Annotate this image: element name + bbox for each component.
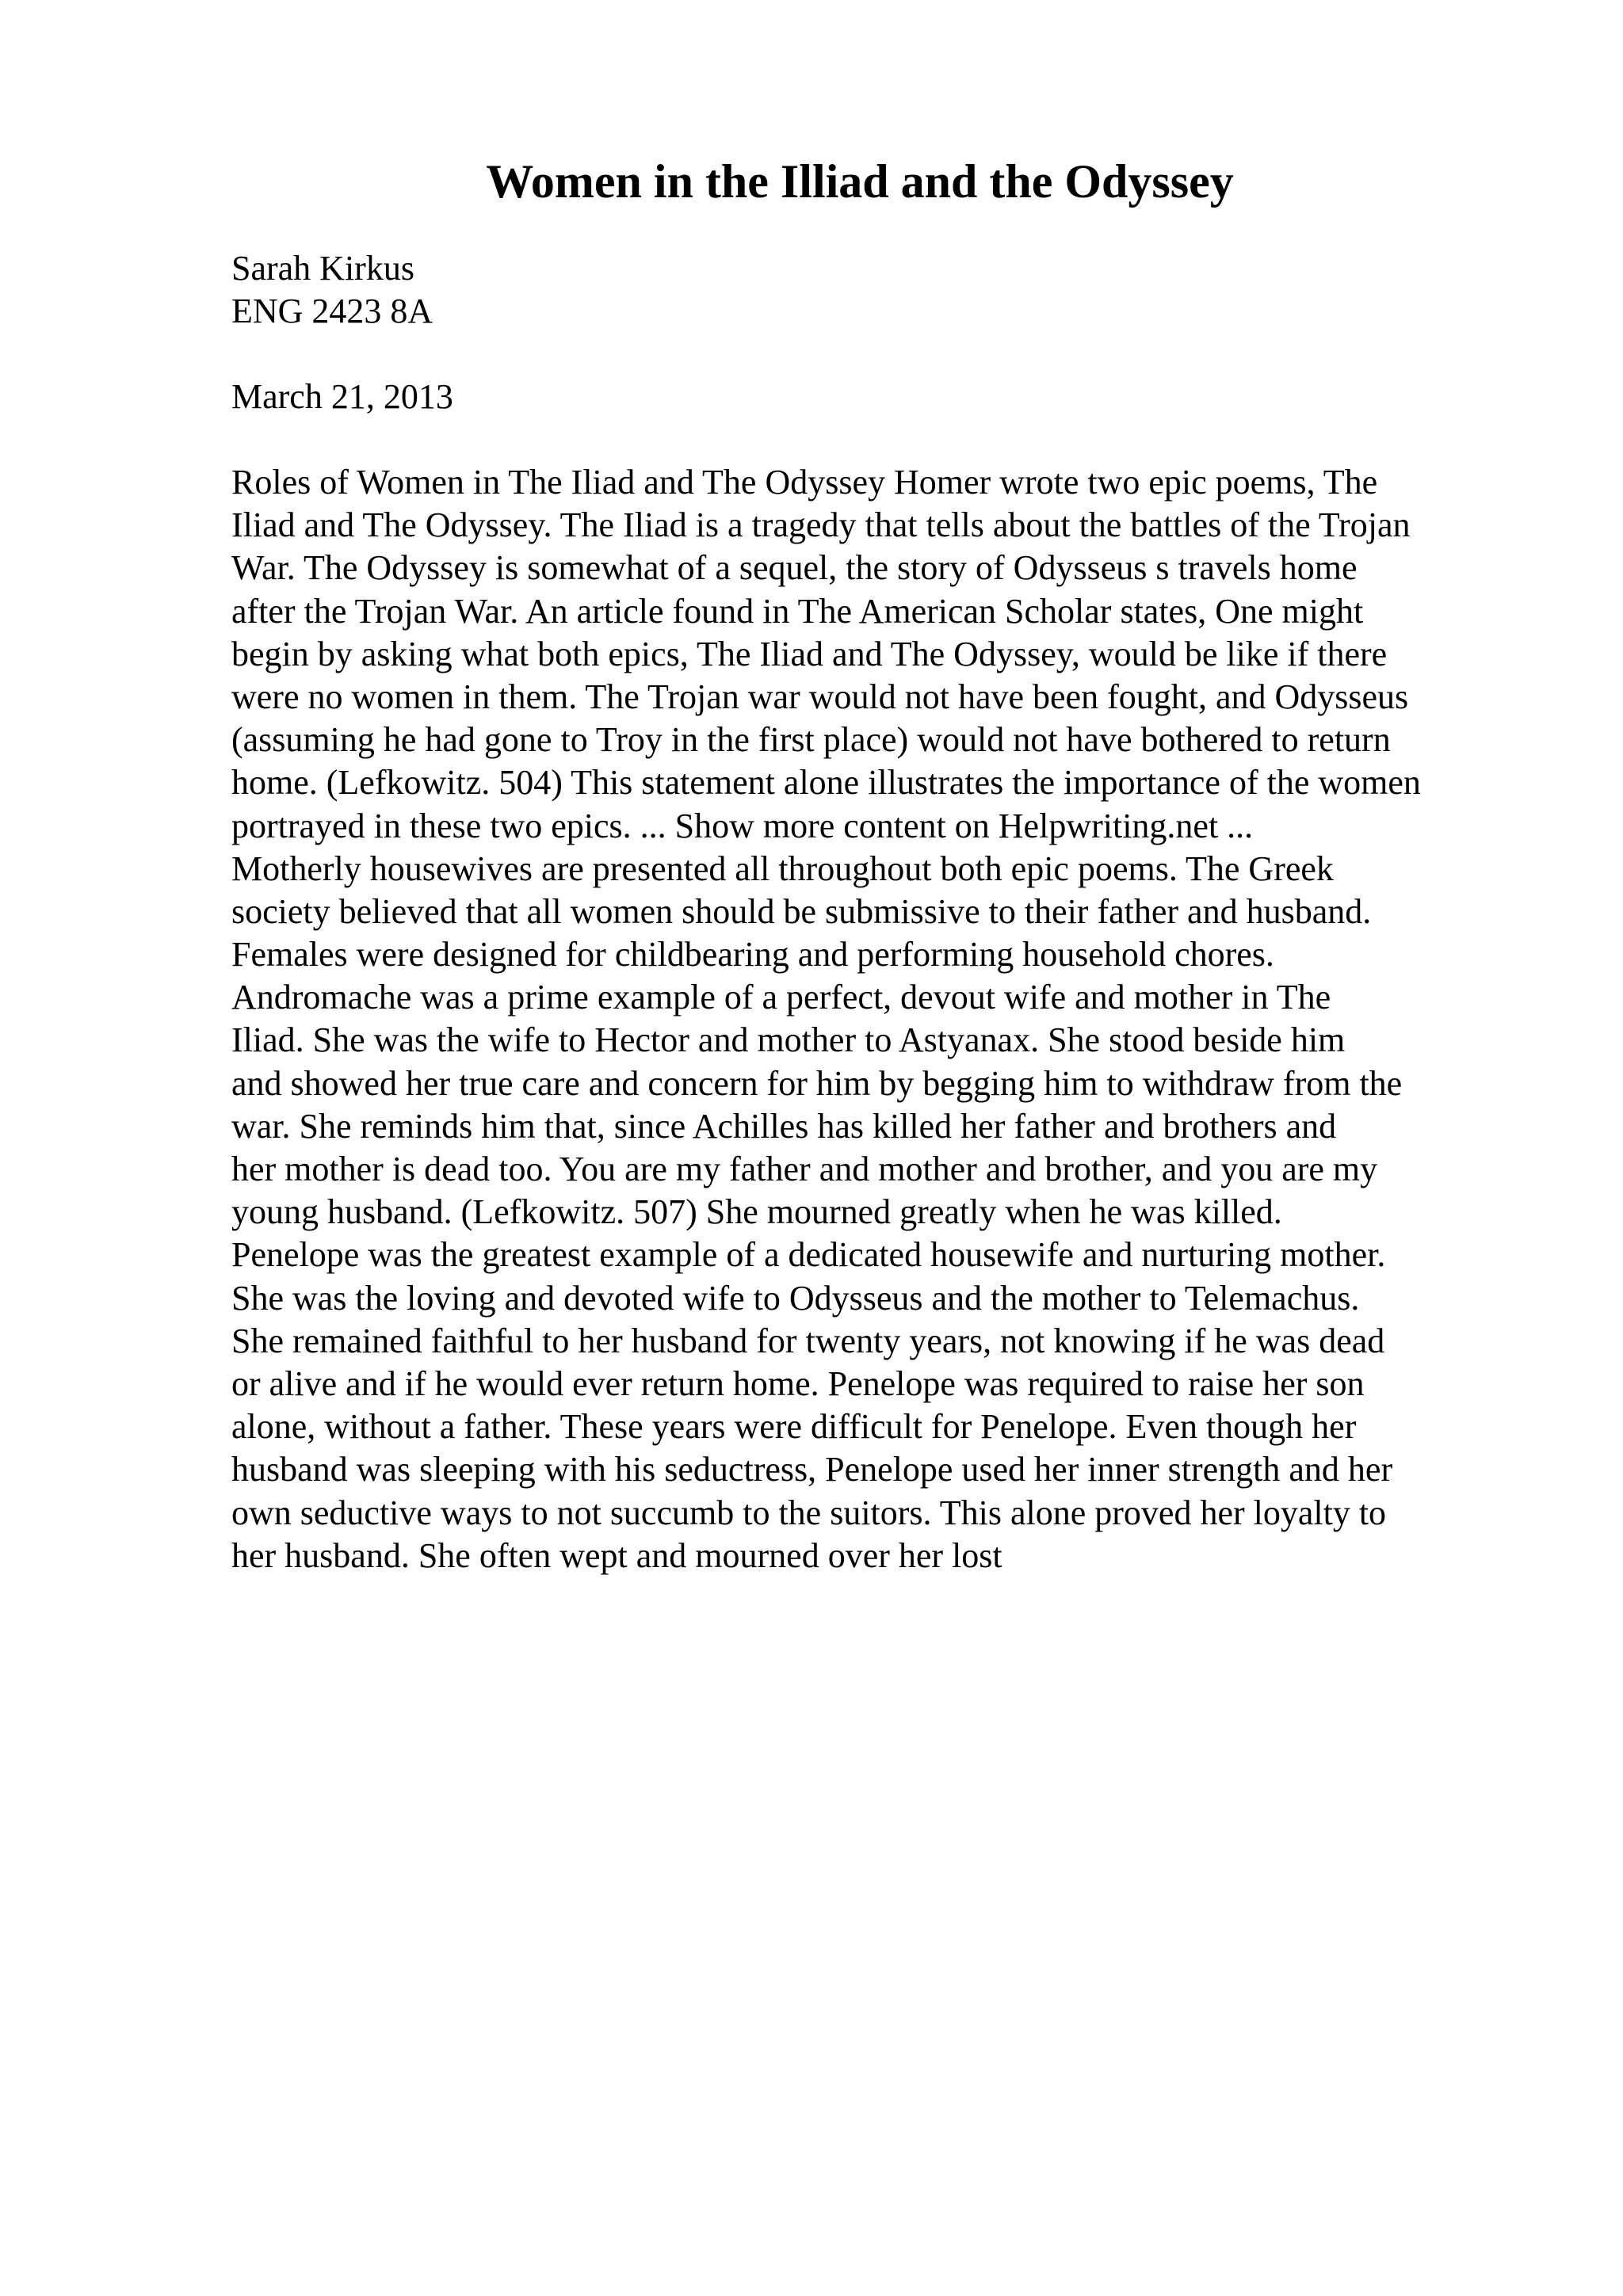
body-text-line: her husband. She often wept and mourned over her lost <box>231 1535 1002 1575</box>
body-text-line: Iliad. She was the wife to Hector and mother to Astyanax. She stood beside him <box>231 1020 1346 1060</box>
body-text <box>231 461 1515 1577</box>
body-text-line: society believed that all women should be submissive to their father and husband. <box>231 891 1372 931</box>
body-text-line: young husband. (Lefkowitz. 507) She mourned greatly when he was killed. <box>231 1192 1282 1232</box>
body-text-line: and showed her true care and concern for him by begging him to withdraw from the <box>231 1063 1403 1103</box>
body-text-line: portrayed in these two epics. ... Show more content on Helpwriting.net ... <box>231 806 1254 845</box>
body-text-line: Penelope was the greatest example of a dedicated housewife and nurturing mother. <box>231 1235 1386 1275</box>
document-title: Women in the Illiad and the Odyssey <box>486 155 1234 208</box>
body-text-line: Females were designed for childbearing and performing household chores. <box>231 935 1274 974</box>
body-text-line: Roles of Women in The Iliad and The Odyssey Homer wrote two epic poems, The <box>231 463 1378 502</box>
course-code: ENG 2423 8A <box>231 292 433 330</box>
body-text-line: She was the loving and devoted wife to Odysseus and the mother to Telemachus. <box>231 1278 1360 1318</box>
body-text-line: her mother is dead too. You are my father and mother and brother, and you are my <box>231 1150 1378 1188</box>
body-text-line: own seductive ways to not succumb to the suitors. This alone proved her loyalty to <box>231 1493 1387 1532</box>
body-text-line: home. (Lefkowitz. 504) This statement alone illustrates the importance of the women <box>231 763 1421 803</box>
body-text-line: (assuming he had gone to Troy in the first place) would not have bothered to return <box>231 720 1391 760</box>
body-text-line: War. The Odyssey is somewhat of a sequel, the story of Odysseus s travels home <box>231 548 1358 588</box>
body-text-line: Motherly housewives are presented all throughout both epic poems. The Greek <box>231 849 1334 888</box>
body-text-line: war. She reminds him that, since Achilles has killed her father and brothers and <box>231 1106 1337 1146</box>
body-text-line: begin by asking what both epics, The Iliad and The Odyssey, would be like if there <box>231 634 1388 673</box>
body-text-line: alone, without a father. These years were difficult for Penelope. Even though her <box>231 1407 1357 1447</box>
body-text-line: husband was sleeping with his seductress, Penelope used her inner strength and her <box>231 1450 1393 1489</box>
body-text-line: after the Trojan War. An article found in The American Scholar states, One might <box>231 591 1364 631</box>
document-date: March 21, 2013 <box>231 377 453 416</box>
body-text-line: Iliad and The Odyssey. The Iliad is a tragedy that tells about the battles of the Trojan <box>231 505 1411 545</box>
body-text-line: Andromache was a prime example of a perfect, devout wife and mother in The <box>231 978 1331 1017</box>
author-name: Sarah Kirkus <box>231 249 414 288</box>
body-text-line: were no women in them. The Trojan war would not have been fought, and Odysseus <box>231 677 1409 716</box>
body-text-line: or alive and if he would ever return home. Penelope was required to raise her son <box>231 1363 1365 1403</box>
body-text-line: She remained faithful to her husband for twenty years, not knowing if he was dead <box>231 1321 1385 1360</box>
